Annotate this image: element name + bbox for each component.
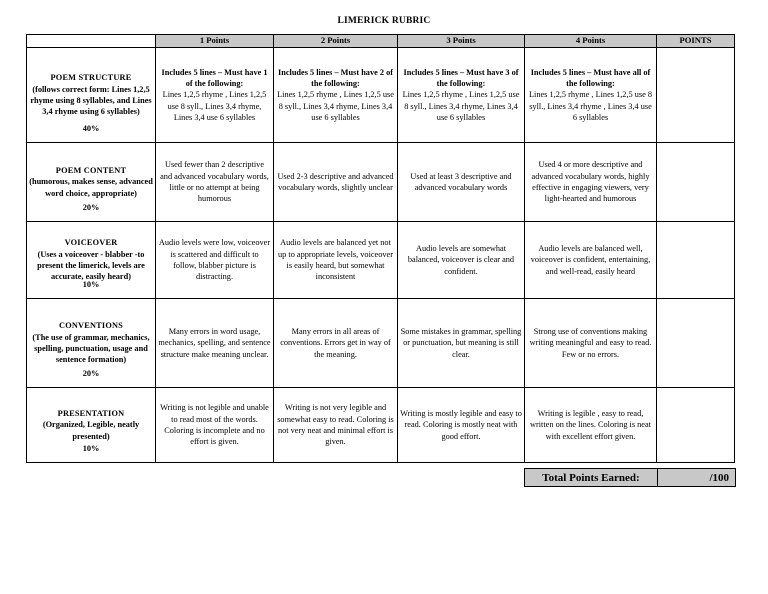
score-cell-2: Audio levels are balanced yet not up to appropriate levels, voiceover is easily heard, but somewhat inconsistent — [274, 222, 398, 299]
criterion-desc: (Organized, Legible, neatly presented) — [42, 420, 140, 441]
score-cell-1: Many errors in word usage, mechanics, spelling, and sentence structure make meaning unclear. — [156, 299, 274, 388]
score-cell-4: Used 4 or more descriptive and advanced vocabulary words, highly effective in engaging viewers, very light-hearted and humorous — [525, 143, 657, 222]
criterion-voiceover — [27, 222, 156, 299]
header-blank — [27, 35, 156, 48]
score-cell-3: Used at least 3 descriptive and advanced vocabulary words — [398, 143, 525, 222]
criterion-name: POEM CONTENT — [55, 166, 127, 176]
criterion-name: CONVENTIONS — [59, 321, 123, 331]
table-row — [27, 143, 735, 222]
criterion-weight: 10% — [82, 443, 100, 453]
criterion-desc: (humorous, makes sense, advanced word choice, appropriate) — [29, 177, 153, 198]
header-1-points: 1 Points — [156, 35, 274, 48]
score-cell-3: Some mistakes in grammar, spelling or punctuation, but meaning is still clear. — [398, 299, 525, 388]
criterion-desc: (The use of grammar, mechanics, spelling, punctuation, usage and sentence formation) — [32, 332, 150, 365]
total-points-row — [524, 468, 736, 487]
score-cell-3: Includes 5 lines – Must have 3 of the following: Lines 1,2,5 rhyme , Lines 1,2,5 use 8 syll., Lines 3,4 rhyme, Lines 3,4 use 6 syllables — [398, 48, 525, 143]
header-3-points: 3 Points — [398, 35, 525, 48]
header-row — [27, 35, 735, 48]
criterion-weight: 10% — [82, 279, 100, 289]
criterion-weight: 40% — [82, 123, 100, 133]
score-cell-4: Strong use of conventions making writing meaningful and easy to read. Few or no errors. — [525, 299, 657, 388]
table-row — [27, 299, 735, 388]
page-title: LIMERICK RUBRIC — [337, 16, 431, 26]
table-row — [27, 222, 735, 299]
criterion-desc: (follows correct form: Lines 1,2,5 rhyme using 8 syllables, and Lines 3,4 rhyme using 6 syllables) — [30, 84, 152, 117]
criterion-desc: (Uses a voiceover - blabber -to present the limerick, levels are accurate, easily heard) — [37, 249, 145, 282]
table-row — [27, 48, 735, 143]
score-cell-2: Includes 5 lines – Must have 2 of the following: Lines 1,2,5 rhyme , Lines 1,2,5 use 8 syll., Lines 3,4 rhyme, Lines 3,4 use 6 syllables — [274, 48, 398, 143]
criterion-name: PRESENTATION — [57, 409, 125, 419]
score-cell-4: Includes 5 lines – Must have all of the following: Lines 1,2,5 rhyme , Lines 1,2,5 use 8 syll., Lines 3,4 rhyme , Lines 3,4 use 6 syllables — [525, 48, 657, 143]
rubric-table — [26, 34, 735, 463]
score-cell-3: Audio levels are somewhat balanced, voiceover is clear and confident. — [398, 222, 525, 299]
criterion-poem-content — [27, 143, 156, 222]
total-points-value[interactable]: /100 — [709, 471, 729, 484]
points-cell[interactable] — [657, 48, 735, 143]
points-cell[interactable] — [657, 299, 735, 388]
score-cell-4: Audio levels are balanced well, voiceover is confident, entertaining, and well-read, easily heard — [525, 222, 657, 299]
table-row — [27, 388, 735, 463]
score-cell-2: Used 2-3 descriptive and advanced vocabulary words, slightly unclear — [274, 143, 398, 222]
criterion-name: POEM STRUCTURE — [50, 73, 132, 83]
score-cell-1: Used fewer than 2 descriptive and advanced vocabulary words, little or no attempt at being humorous — [156, 143, 274, 222]
criterion-conventions — [27, 299, 156, 388]
criterion-poem-structure — [27, 48, 156, 143]
points-cell[interactable] — [657, 222, 735, 299]
score-cell-3: Writing is mostly legible and easy to read. Coloring is mostly neat with good effort. — [398, 388, 525, 463]
criterion-weight: 20% — [82, 202, 100, 212]
score-cell-4: Writing is legible , easy to read, written on the lines. Coloring is neat with excellent effort given. — [525, 388, 657, 463]
criterion-name: VOICEOVER — [64, 238, 118, 248]
criterion-weight: 20% — [82, 368, 100, 378]
points-cell[interactable] — [657, 388, 735, 463]
score-cell-1: Writing is not legible and unable to read most of the words. Coloring is incomplete and no effort is given. — [156, 388, 274, 463]
header-2-points: 2 Points — [274, 35, 398, 48]
total-points-label: Total Points Earned: — [525, 469, 658, 486]
score-cell-1: Audio levels were low, voiceover is scattered and difficult to follow, blabber picture is distracting. — [156, 222, 274, 299]
header-4-points: 4 Points — [525, 35, 657, 48]
score-cell-2: Many errors in all areas of conventions. Errors get in way of the meaning. — [274, 299, 398, 388]
criterion-presentation — [27, 388, 156, 463]
header-points: POINTS — [657, 35, 735, 48]
score-cell-1: Includes 5 lines – Must have 1 of the following: Lines 1,2,5 rhyme , Lines 1,2,5 use 8 syll., Lines 3,4 rhyme, Lines 3,4 use 6 syllables — [156, 48, 274, 143]
points-cell[interactable] — [657, 143, 735, 222]
score-cell-2: Writing is not very legible and somewhat easy to read. Coloring is not very neat and minimal effort is given. — [274, 388, 398, 463]
